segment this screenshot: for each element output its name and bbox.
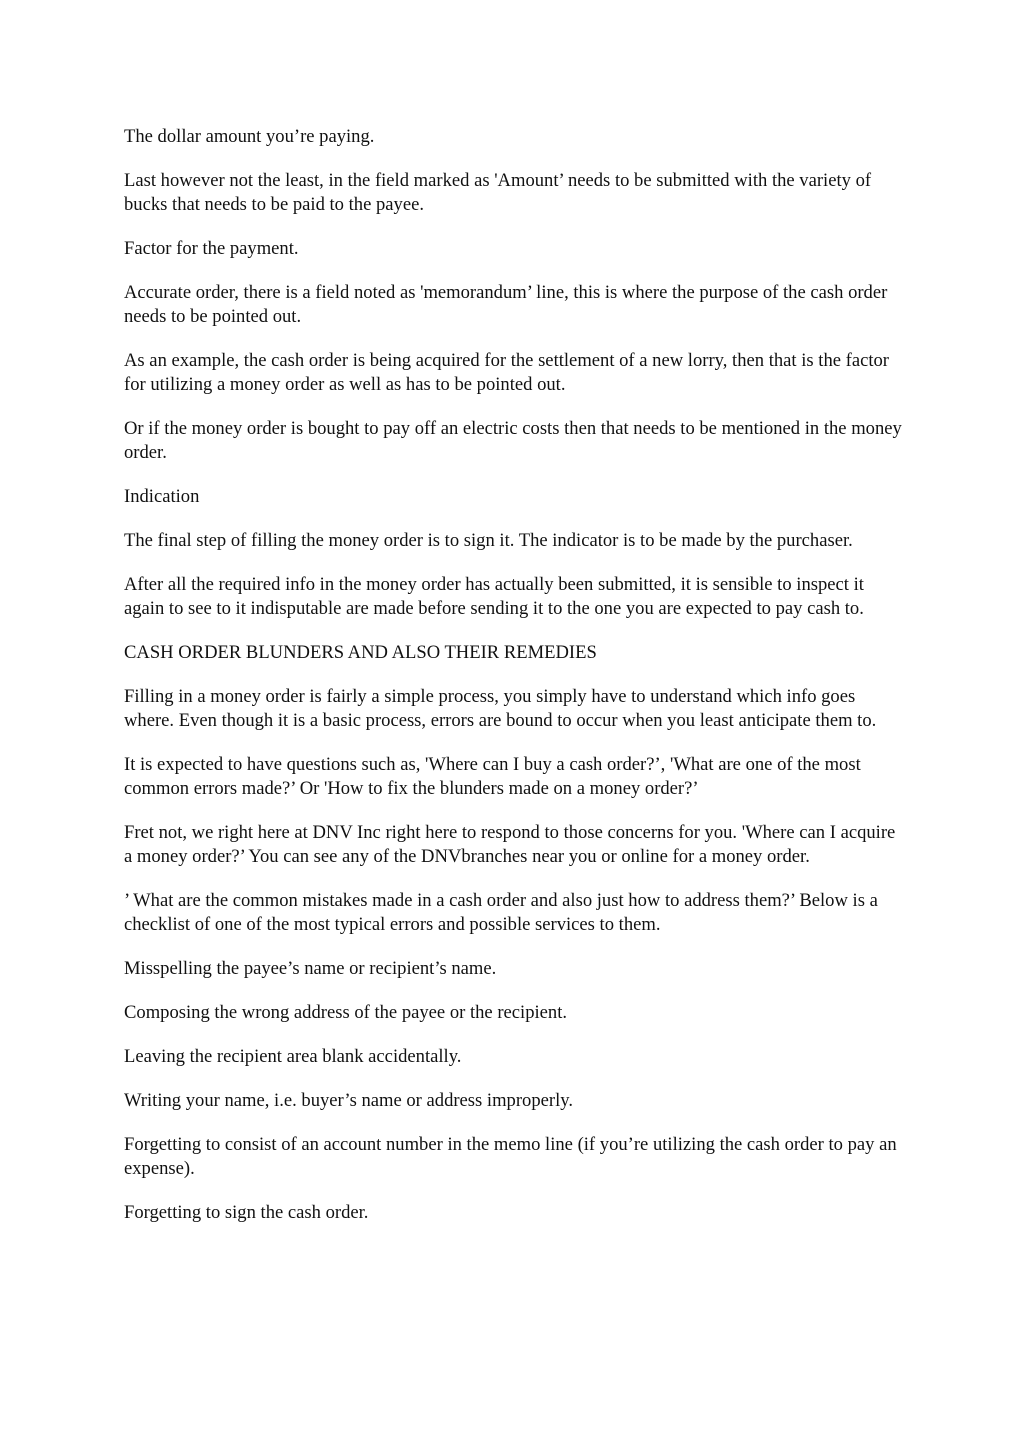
list-item-misspelling: Misspelling the payee’s name or recipient’s name. [124, 958, 497, 979]
paragraph-lorry-example: As an example, the cash order is being acquired for the settlement of a new lorry, then that is the factor for utilizing a money order as well as has to be pointed out. [124, 350, 889, 395]
paragraph-simple-process: Filling in a money order is fairly a simple process, you simply have to understand which info goes where. Even though it is a basic process, errors are bound to occur when you least anticipate them to. [124, 686, 877, 731]
section-heading-blunders: CASH ORDER BLUNDERS AND ALSO THEIR REMEDIES [124, 642, 597, 663]
document-body [124, 125, 904, 1245]
list-item-buyer-name: Writing your name, i.e. buyer’s name or address improperly. [124, 1090, 573, 1111]
list-item-forget-sign: Forgetting to sign the cash order. [124, 1202, 369, 1223]
paragraph-electric-costs: Or if the money order is bought to pay off an electric costs then that needs to be mentioned in the money order. [124, 418, 902, 463]
section-heading-indication: Indication [124, 486, 200, 507]
list-item-account-number: Forgetting to consist of an account number in the memo line (if you’re utilizing the cash order to pay an expense). [124, 1134, 897, 1179]
list-item-wrong-address: Composing the wrong address of the payee or the recipient. [124, 1002, 568, 1023]
paragraph-payment-factor: Factor for the payment. [124, 238, 299, 259]
paragraph-dollar-amount: The dollar amount you’re paying. [124, 126, 375, 147]
paragraph-sign-order: The final step of filling the money order is to sign it. The indicator is to be made by the purchaser. [124, 530, 853, 551]
paragraph-memorandum-line: Accurate order, there is a field noted as 'memorandum’ line, this is where the purpose of the cash order needs to be pointed out. [124, 282, 888, 327]
paragraph-common-questions: It is expected to have questions such as, 'Where can I buy a cash order?’, 'What are one of the most common errors made?’ Or 'How to fix the blunders made on a money order?’ [124, 754, 861, 799]
paragraph-amount-field: Last however not the least, in the field marked as 'Amount’ needs to be submitted with the variety of bucks that needs to be paid to the payee. [124, 170, 872, 215]
paragraph-dnv-answer: Fret not, we right here at DNV Inc right here to respond to those concerns for you. 'Where can I acquire a money order?’ You can see any of the DNVbranches near you or online for a money order. [124, 822, 896, 867]
list-item-recipient-blank: Leaving the recipient area blank accidentally. [124, 1046, 462, 1067]
paragraph-common-mistakes: ’ What are the common mistakes made in a cash order and also just how to address them?’ Below is a checklist of one of the most typical errors and possible services to them. [124, 890, 878, 935]
paragraph-inspect-again: After all the required info in the money order has actually been submitted, it is sensible to inspect it again to see to it indisputable are made before sending it to the one you are expected to pay cash to. [124, 574, 864, 619]
